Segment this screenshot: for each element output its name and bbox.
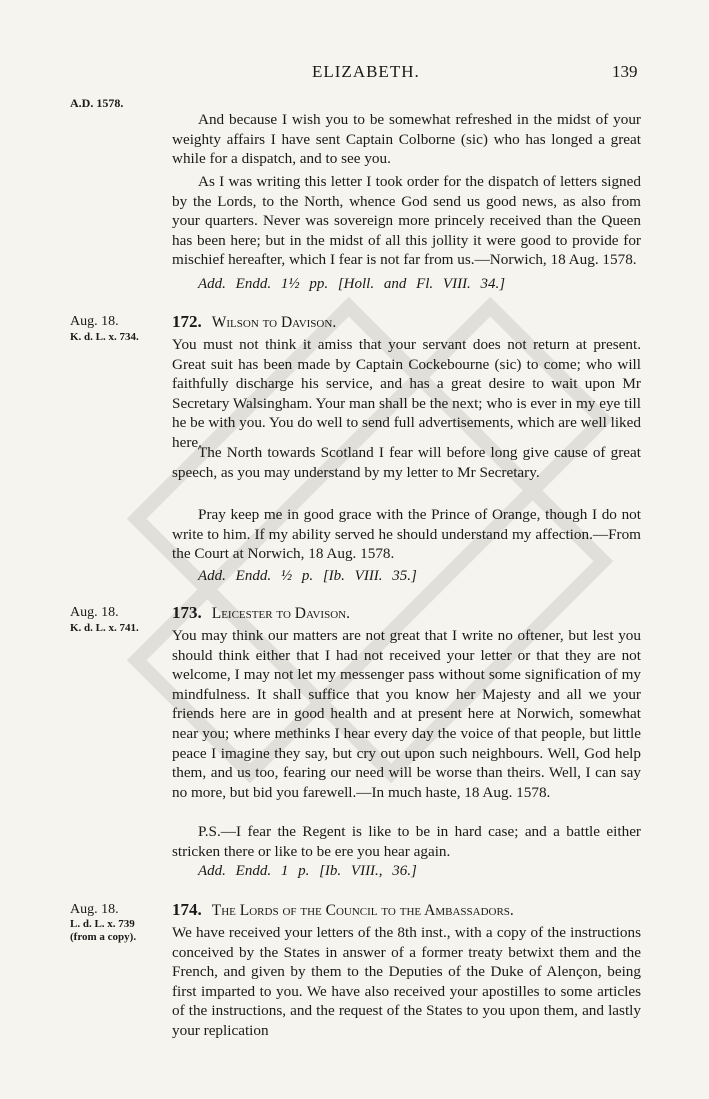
entry172-number: 172. xyxy=(172,312,202,331)
entry173-heading xyxy=(172,603,350,623)
entry173-paragraph-2: P.S.—I fear the Regent is like to be in hard case; and a battle either stricken there or like to be ere you hear again. xyxy=(172,823,641,860)
entry173-ref: K. d. L. x. 741. xyxy=(70,622,139,634)
intro-paragraph-1: And because I wish you to be somewhat refreshed in the midst of your weighty affairs I have sent Captain Colborne (sic) who has longed a great while for a dispatch, and to see you. xyxy=(172,111,641,168)
page-number: 139 xyxy=(612,62,638,81)
entry172-ref: K. d. L. x. 734. xyxy=(70,331,139,343)
running-head xyxy=(0,62,709,86)
entry174-number: 174. xyxy=(172,900,202,919)
entry173-paragraph-1: You may think our matters are not great that I write no oftener, but lest you should think either that I had not received your letter or that they are not welcome, I may not let my messenger pass without some signification of my mindfulness. It shall suffice that you know her Majesty and all we your friends here are in good health and at present here at Norwich, somewhat near you; where methinks I hear every day the voice of that people, but little peace I imagine they say, but cry out upon such neighbours. Well, God help them, and us too, fearing our need will be worse than theirs. Well, I can say no more, but bid you farewell.—In much haste, 18 Aug. 1578. xyxy=(172,627,641,801)
entry173-endnote: Add. Endd. 1 p. [Ib. VIII., 36.] xyxy=(198,863,417,879)
entry172-date: Aug. 18. xyxy=(70,314,119,329)
running-title: ELIZABETH. xyxy=(312,62,420,81)
entry172-paragraph-1: You must not think it amiss that your servant does not return at present. Great suit has been made by Captain Cockebourne (sic) to come; who will faithfully discharge his service, and has a great desire to wait upon Mr Secretary Walsingham. Your man shall be the next; who is ever in my eye till he be with you. You do well to send full advertisements, which are well liked here. xyxy=(172,336,641,451)
intro-paragraph-2: As I was writing this letter I took order for the dispatch of letters signed by the Lords, to the North, whence God send us good news, as also from your quarters. Never was sovereign more princely received than the Queen has been here; but in the midst of all this jollity it were good to provide for mischief hereafter, which I fear is not far from us.—Norwich, 18 Aug. 1578. xyxy=(172,173,641,269)
entry172-paragraph-3: Pray keep me in good grace with the Prince of Orange, though I do not write to him. If my ability served he should understand my affection.—From the Court at Norwich, 18 Aug. 1578. xyxy=(172,506,641,563)
entry172-heading xyxy=(172,312,336,332)
entry172-endnote: Add. Endd. ½ p. [Ib. VIII. 35.] xyxy=(198,568,417,584)
intro-endnote: Add. Endd. 1½ pp. [Holl. and Fl. VIII. 34.] xyxy=(198,276,506,292)
margin-date-intro: A.D. 1578. xyxy=(70,96,124,110)
entry174-paragraph-1: We have received your letters of the 8th inst., with a copy of the instructions conceived by the States in answer of a former treaty betwixt them and the French, and given by them to the Deputies of the Duke of Alençon, being first imparted to you. We have also received your apostilles to some articles of the instructions, and the request of the States to you upon them, and lastly your replication xyxy=(172,924,641,1039)
entry173-date: Aug. 18. xyxy=(70,605,119,620)
entry173-number: 173. xyxy=(172,603,202,622)
entry174-title: The Lords of the Council to the Ambassadors. xyxy=(211,902,514,919)
entry172-paragraph-2: The North towards Scotland I fear will before long give cause of great speech, as you may understand by my letter to Mr Secretary. xyxy=(172,444,641,481)
entry174-heading xyxy=(172,900,514,920)
entry173-title: Leicester to Davison. xyxy=(211,605,350,622)
entry174-ref-2: (from a copy). xyxy=(70,931,137,943)
entry172-title: Wilson to Davison. xyxy=(211,314,337,331)
entry174-ref-1: L. d. L. x. 739 xyxy=(70,918,135,930)
entry174-date: Aug. 18. xyxy=(70,902,119,917)
